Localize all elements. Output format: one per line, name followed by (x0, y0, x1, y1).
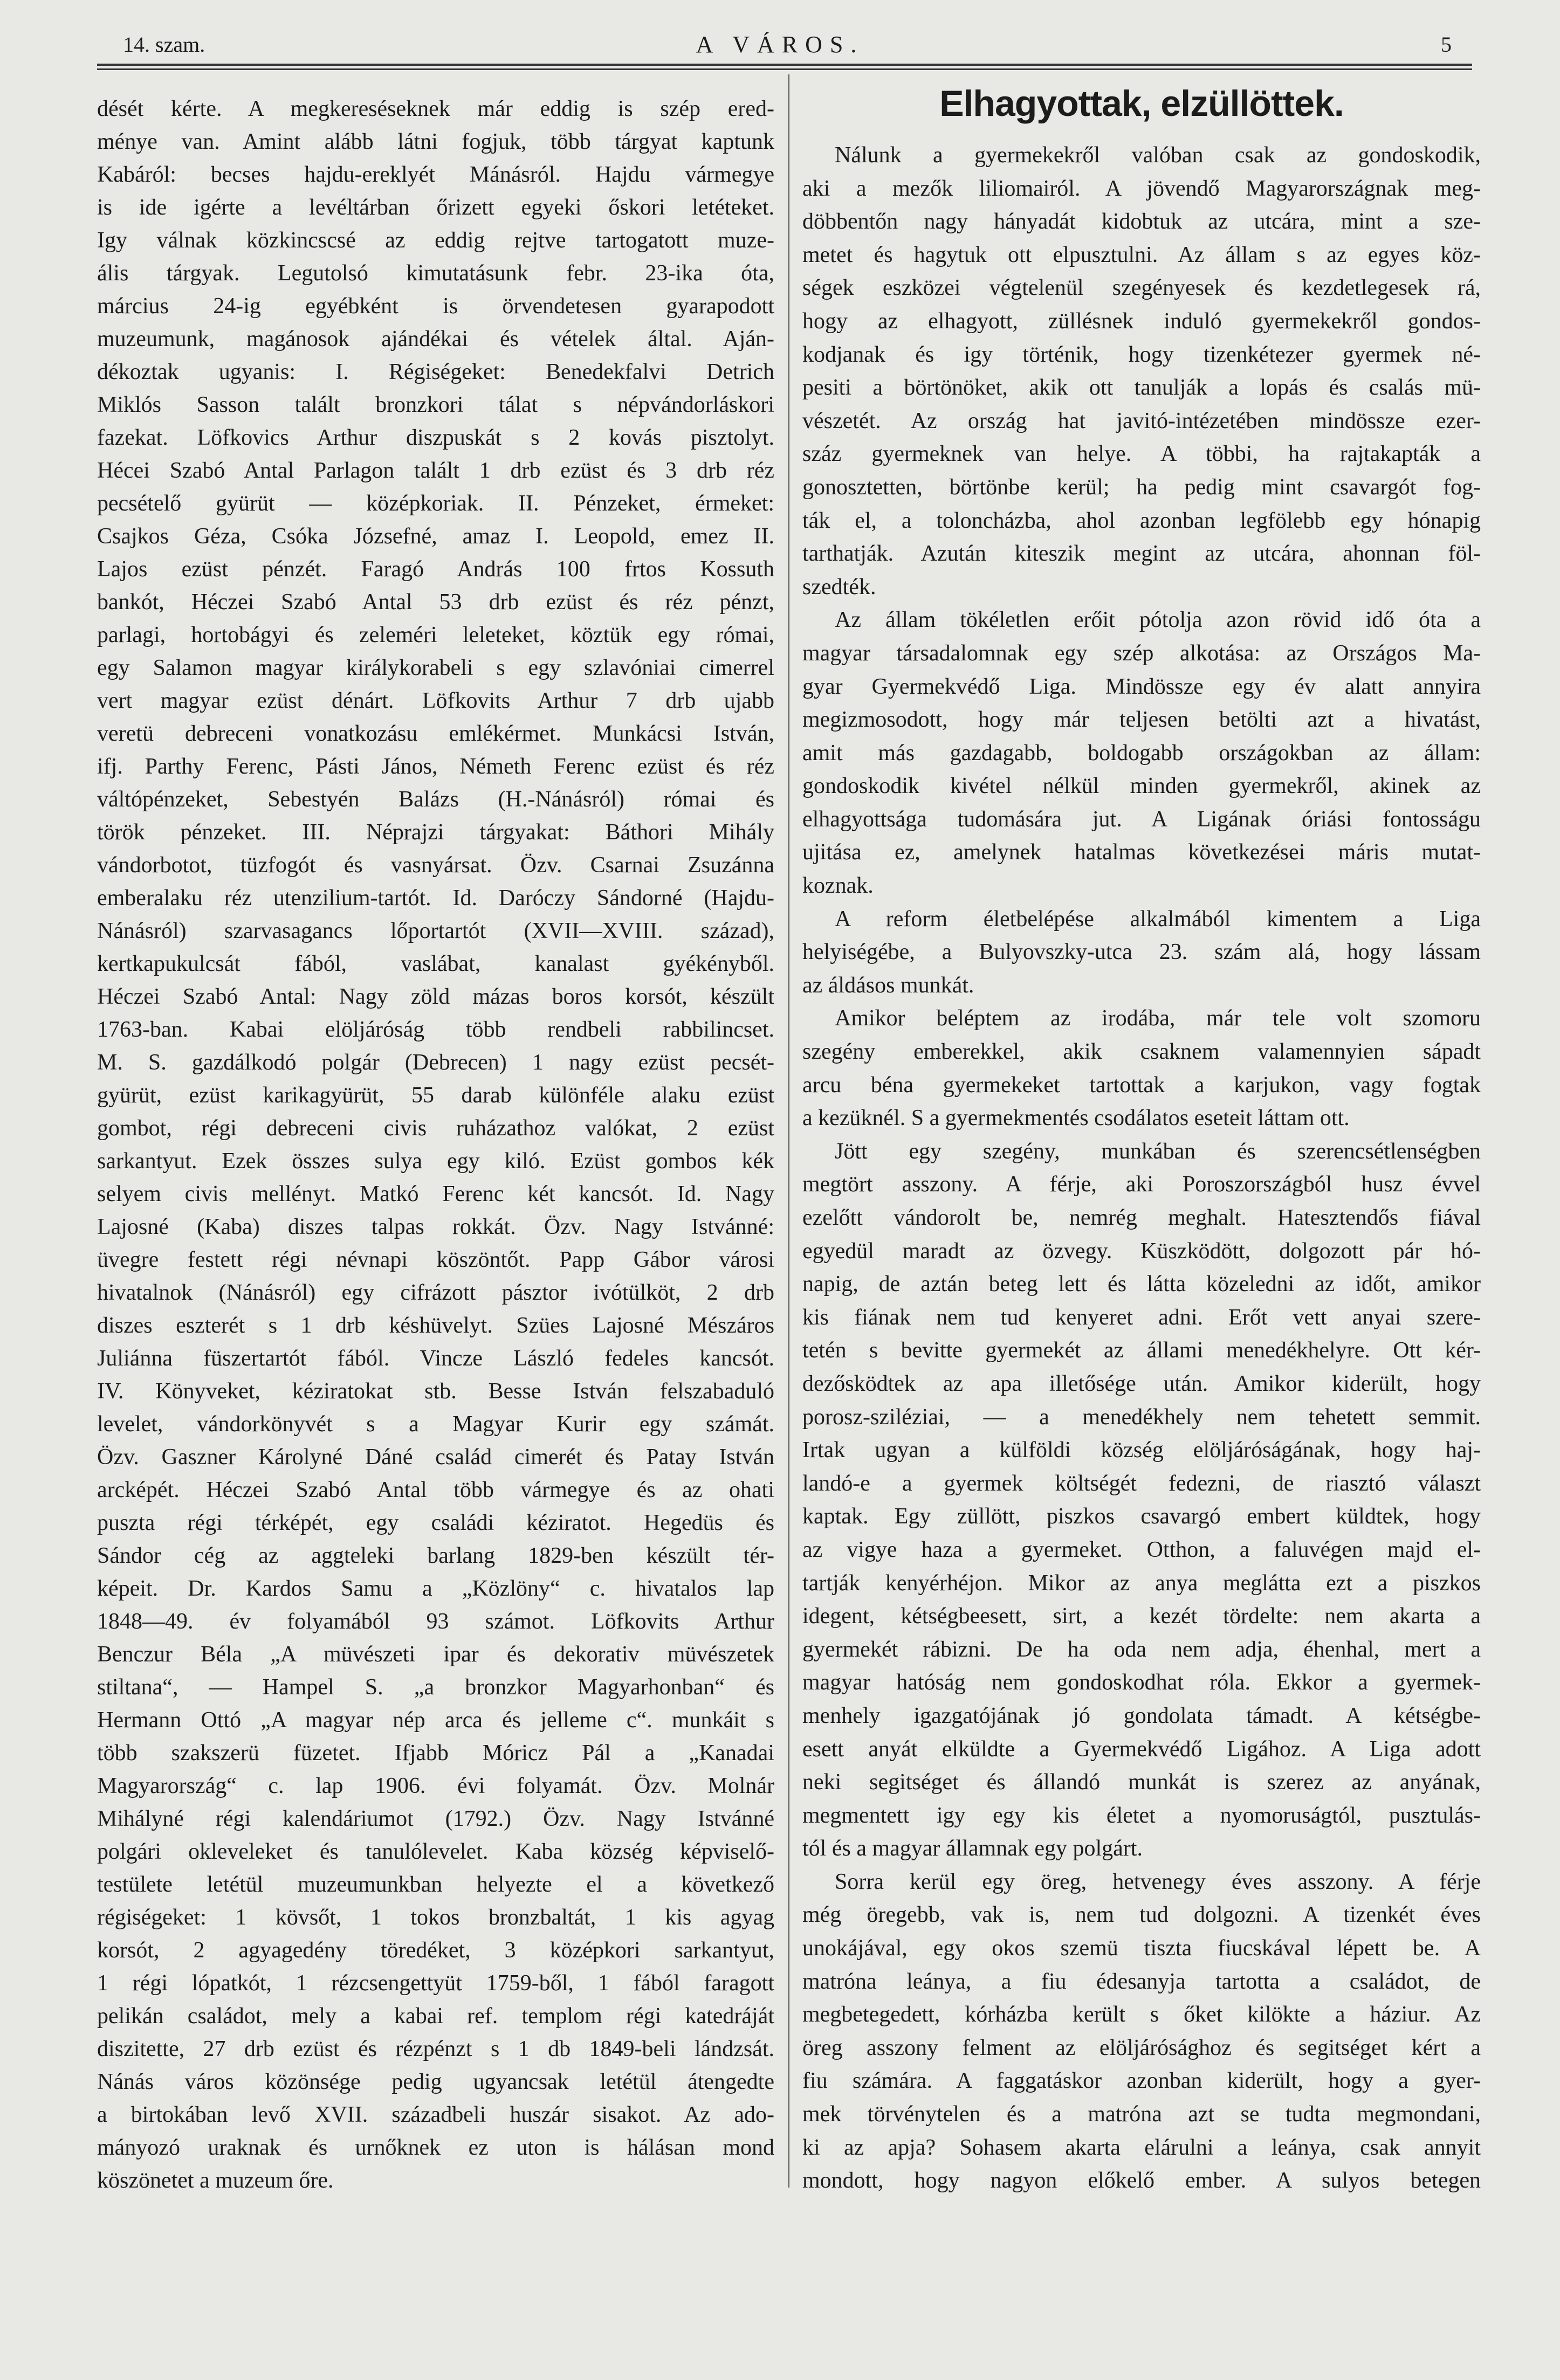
text-line: az vigye haza a gyermeket. Otthon, a faluvégen majd el- (802, 1537, 1481, 1562)
text-line: egyedül maradt az özvegy. Küszködött, dolgozott pár hó- (802, 1238, 1481, 1264)
text-line: tetén s bevitte gyermekét az állami menedékhelyre. Ott kér- (802, 1338, 1481, 1363)
text-line: ménye van. Amint alább látni fogjuk, több tárgyat kaptunk (97, 129, 774, 154)
text-line: vert magyar ezüst dénárt. Löfkovits Arthur 7 drb ujabb (97, 688, 774, 713)
text-line: Jött egy szegény, munkában és szerencsétlenségben (835, 1139, 1481, 1164)
article-title: Elhagyottak, elzüllöttek. (939, 83, 1344, 124)
text-line: stiltana“, — Hampel S. „a bronzkor Magyarhonban“ és (97, 1675, 774, 1700)
text-line: porosz-sziléziai, — a menedékhely nem tehetett semmit. (802, 1404, 1481, 1430)
text-line: gondoskodik kivétel nélkül minden gyermekről, akinek az (802, 774, 1481, 799)
text-line: landó-e a gyermek költségét fedezni, de riasztó választ (802, 1471, 1481, 1496)
text-line: Özv. Gaszner Károlyné Dáné család cimerét és Patay István (97, 1445, 774, 1470)
text-line: pecsételő gyürüt — középkoriak. II. Pénzeket, érmeket: (97, 491, 774, 516)
text-line: tarthatják. Azután kiteszik megint az utcára, ahonnan föl- (802, 541, 1481, 567)
text-line: képeit. Dr. Kardos Samu a „Közlöny“ c. hivatalos lap (97, 1576, 774, 1601)
text-line: tartják kenyérhéjon. Mikor az anya meglátta ezt a piszkos (802, 1570, 1481, 1596)
text-line: Amikor beléptem az irodába, már tele volt szomoru (835, 1006, 1481, 1031)
header-rule (97, 64, 1472, 66)
text-line: üvegre festett régi névnapi köszöntőt. Papp Gábor városi (97, 1247, 774, 1272)
text-line: a birtokában levő XVII. századbeli huszár sisakot. Az ado- (97, 2102, 774, 2127)
text-line: mondott, hogy nagyon előkelő ember. A sulyos betegen (802, 2168, 1481, 2193)
text-line: Héczei Szabó Antal: Nagy zöld mázas boros korsót, készült (97, 984, 774, 1009)
text-line: kodjanak és igy történik, hogy tizenkétezer gyermek né- (802, 342, 1481, 367)
text-line: még öregebb, vak is, nem tud dolgozni. A tizenkét éves (802, 1902, 1481, 1928)
text-line: polgári okleveleket és tanulólevelet. Kaba község képviselő- (97, 1839, 774, 1864)
text-line: arcképét. Héczei Szabó Antal több vármegye és az ohati (97, 1478, 774, 1502)
text-line: ták el, a toloncházba, ahol azonban legfölebb egy hónapig (802, 508, 1481, 533)
header-rule (97, 68, 1472, 70)
text-line: több szakszerü füzetet. Ifjabb Móricz Pál a „Kanadai (97, 1741, 774, 1765)
text-line: fiu számára. A faggatáskor azonban kiderült, hogy a gyer- (802, 2068, 1481, 2094)
text-line: dékoztak ugyanis: I. Régiségeket: Benedekfalvi Detrich (97, 360, 774, 384)
text-line: unokájával, egy okos szemü tiszta fiucskával lépett be. A (802, 1936, 1481, 1961)
text-line: mányozó uraknak és urnőknek ez uton is hálásan mond (97, 2135, 774, 2160)
page-number: 5 (1441, 32, 1452, 57)
text-line: szegény emberekkel, akik csaknem valamennyien sápadt (802, 1039, 1481, 1065)
text-line: köszönetet a muzeum őre. (97, 2168, 334, 2193)
text-line: Sándor cég az aggteleki barlang 1829-ben készült tér- (97, 1543, 774, 1568)
text-line: vészetét. Az ország hat javitó-intézetében mindössze ezer- (802, 408, 1481, 433)
text-line: aki a mezők liliomairól. A jövendő Magyarországnak meg- (802, 176, 1481, 201)
text-line: pelikán családot, mely a kabai ref. templom régi katedráját (97, 2004, 774, 2029)
text-line: kertkapukulcsát fából, vaslábat, kanalast gyékényből. (97, 951, 774, 976)
text-line: Juliánna füszertartót fából. Vincze László fedeles kancsót. (97, 1346, 774, 1371)
text-line: az áldásos munkát. (802, 972, 974, 998)
text-line: 1763-ban. Kabai elöljáróság több rendbeli rabbilincset. (97, 1017, 774, 1042)
text-line: ségek eszközei végtelenül szegényesek és kezdetlegesek rá, (802, 275, 1481, 301)
text-line: menhely igazgatójának jó gondolata támadt. A kétségbe- (802, 1703, 1481, 1728)
text-line: szedték. (802, 574, 876, 599)
text-line: korsót, 2 agyagedény töredéket, 3 középkori sarkantyut, (97, 1938, 774, 1963)
text-line: is ide igérte a levéltárban őrizett egyeki őskori letéteket. (97, 195, 774, 220)
text-line: esett anyát elküldte a Gyermekvédő Ligához. A Liga adott (802, 1736, 1481, 1762)
text-line: idegent, kétségbeesett, sirt, a kezét tördelte: nem akarta a (802, 1604, 1481, 1629)
text-line: kis fiának nem tud kenyeret adni. Erőt vett anyai szere- (802, 1305, 1481, 1330)
text-line: Kabáról: becses hajdu-ereklyét Mánásról. Hajdu vármegye (97, 162, 774, 187)
text-line: gombot, régi debreceni civis ruházathoz valókat, 2 ezüst (97, 1116, 774, 1141)
text-line: Mihályné régi kalendáriumot (1792.) Özv. Nagy Istvánné (97, 1806, 774, 1831)
text-line: testülete letétül muzeumunkban helyezte el a következő (97, 1872, 774, 1897)
text-line: puszta régi térképét, egy családi kéziratot. Hegedüs és (97, 1510, 774, 1535)
text-line: száz gyermeknek van helye. A többi, ha rajtakapták a (802, 441, 1481, 467)
text-line: gonosztetten, börtönbe kerül; ha pedig mint csavargót fog- (802, 474, 1481, 500)
text-line: vándorbotot, tüzfogót és vasnyársat. Özv. Csarnai Zsuzánna (97, 853, 774, 878)
text-line: amit más gazdagabb, boldogabb országokban az állam: (802, 740, 1481, 765)
text-line: Irtak ugyan a külföldi község elöljáróságának, hogy haj- (802, 1438, 1481, 1463)
text-line: 1 régi lópatkót, 1 rézcsengettyüt 1759-ből, 1 fából faragott (97, 1971, 774, 1996)
text-line: neki segitséget és állandó munkát is szerez az anyának, (802, 1770, 1481, 1795)
text-line: A reform életbelépése alkalmából kimentem a Liga (835, 906, 1481, 932)
left-column-article (97, 93, 774, 2197)
text-line: elhagyottsága tudomására jut. A Ligának óriási fontosságu (802, 806, 1481, 832)
text-line: M. S. gazdálkodó polgár (Debrecen) 1 nagy ezüst pecsét- (97, 1050, 774, 1075)
text-line: matróna leánya, a fiu édesanyja tartotta a családot, de (802, 1969, 1481, 1994)
text-line: ezelőtt vándorolt be, nemrég meghalt. Hatesztendős fiával (802, 1205, 1481, 1230)
text-line: megtört asszony. A férje, aki Poroszországból husz évvel (802, 1172, 1481, 1197)
text-line: bankót, Héczei Szabó Antal 53 drb ezüst és réz pénzt, (97, 590, 774, 615)
text-line: ki az apja? Sohasem akarta elárulni a leánya, csak annyit (802, 2135, 1481, 2160)
text-line: Nálunk a gyermekekről valóban csak az gondoskodik, (835, 143, 1481, 168)
text-line: a kezüknél. S a gyermekmentés csodálatos eseteit láttam ott. (802, 1106, 1350, 1131)
text-line: magyar hatóság nem gondoskodhat róla. Ekkor a gyermek- (802, 1670, 1481, 1695)
text-line: fazekat. Löfkovics Arthur diszpuskát s 2 kovás pisztolyt. (97, 425, 774, 450)
text-line: megizmosodott, hogy már teljesen betölti azt a hivatást, (802, 707, 1481, 733)
text-line: hivatalnok (Nánásról) egy cifrázott pásztor ivótülköt, 2 drb (97, 1280, 774, 1305)
text-line: napig, de aztán beteg lett és látta közeledni az időt, amikor (802, 1272, 1481, 1297)
text-line: pesiti a börtönöket, akik ott tanulják a lopás és csalás mü- (802, 375, 1481, 401)
text-line: helyiségébe, a Bulyovszky-utca 23. szám alá, hogy lássam (802, 940, 1481, 965)
text-line: diszitette, 27 drb ezüst és rézpénzt s 1 db 1849-beli lándzsát. (97, 2037, 774, 2061)
right-column-article (802, 139, 1481, 2198)
text-line: kaptak. Egy züllött, piszkos csavargó embert küldtek, hogy (802, 1504, 1481, 1529)
text-line: muzeumunk, magánosok ajándékai és vételek által. Aján- (97, 327, 774, 351)
text-line: március 24-ig egyébként is örvendetesen gyarapodott (97, 294, 774, 319)
text-line: sarkantyut. Ezek összes sulya egy kiló. Ezüst gombos kék (97, 1149, 774, 1174)
text-line: selyem civis mellényt. Matkó Ferenc két kancsót. Id. Nagy (97, 1182, 774, 1206)
text-line: mek törvénytelen és a matróna azt se tudta megmondani, (802, 2102, 1481, 2127)
text-line: levelet, vándorkönyvét s a Magyar Kurir egy számát. (97, 1412, 774, 1437)
text-line: gyermekét rábizni. De ha oda nem adja, éhenhal, mert a (802, 1637, 1481, 1662)
text-line: Miklós Sasson talált bronzkori tálat s népvándorláskori (97, 392, 774, 417)
text-line: megbetegedett, kórházba került s őket kilökte a háziur. Az (802, 2002, 1481, 2027)
text-line: diszes eszterét s 1 drb késhüvelyt. Szües Lajosné Mészáros (97, 1313, 774, 1338)
text-line: Lajos ezüst pénzét. Faragó András 100 frtos Kossuth (97, 557, 774, 582)
text-line: Hermann Ottó „A magyar nép arca és jelleme c“. munkáit s (97, 1708, 774, 1733)
text-line: megmentett igy egy kis életet a nyomoruságtól, pusztulás- (802, 1803, 1481, 1828)
text-line: Az állam tökéletlen erőit pótolja azon rövid idő óta a (835, 608, 1481, 633)
issue-number: 14. szam. (123, 32, 205, 57)
text-line: dezősködtek az apa illetősége után. Amikor kiderült, hogy (802, 1371, 1481, 1396)
text-line: hogy az elhagyott, züllésnek induló gyermekekről gondos- (802, 308, 1481, 334)
text-line: Igy válnak közkincscsé az eddig rejtve tartogatott muze- (97, 228, 774, 253)
masthead: A VÁROS. (696, 31, 864, 58)
text-line: Sorra kerül egy öreg, hetvenegy éves asszony. A férje (835, 1869, 1481, 1894)
text-line: gyürüt, ezüst karikagyürüt, 55 darab különféle alaku ezüst (97, 1083, 774, 1108)
text-line: Csajkos Géza, Csóka Józsefné, amaz I. Leopold, emez II. (97, 524, 774, 549)
text-line: arcu béna gyermekeket tartottak a karjukon, vagy fogtak (802, 1072, 1481, 1098)
text-line: Nánás város közönsége pedig ugyancsak letétül átengedte (97, 2069, 774, 2094)
text-line: Hécei Szabó Antal Parlagon talált 1 drb ezüst és 3 drb réz (97, 458, 774, 483)
text-line: tól és a magyar államnak egy polgárt. (802, 1836, 1143, 1861)
text-line: magyar társadalomnak egy szép alkotása: az Országos Ma- (802, 640, 1481, 666)
text-line: metet és hagytuk ott elpusztulni. Az állam s az egyes köz- (802, 242, 1481, 267)
text-line: régiségeket: 1 kövsőt, 1 tokos bronzbaltát, 1 kis agyag (97, 1905, 774, 1930)
text-line: egy Salamon magyar királykorabeli s egy szlavóniai cimerrel (97, 656, 774, 680)
text-line: parlagi, hortobágyi és zeleméri leleteket, köztük egy római, (97, 623, 774, 647)
text-line: Magyarország“ c. lap 1906. évi folyamát. Özv. Molnár (97, 1774, 774, 1798)
text-line: váltópénzeket, Sebestyén Balázs (H.-Nánásról) római és (97, 787, 774, 812)
text-line: veretü debreceni vonatkozásu emlékérmet. Munkácsi István, (97, 721, 774, 746)
text-line: koznak. (802, 873, 874, 899)
text-line: döbbentőn nagy hányadát kidobtuk az utcára, mint a sze- (802, 209, 1481, 234)
text-line: emberalaku réz utenzilium-tartót. Id. Daróczy Sándorné (Hajdu- (97, 886, 774, 910)
text-line: 1848—49. év folyamából 93 számot. Löfkovits Arthur (97, 1609, 774, 1634)
text-line: IV. Könyveket, kéziratokat stb. Besse István felszabaduló (97, 1379, 774, 1404)
text-line: gyar Gyermekvédő Liga. Mindössze egy év alatt annyira (802, 674, 1481, 699)
text-line: török pénzeket. III. Néprajzi tárgyakat: Báthori Mihály (97, 820, 774, 845)
text-line: ujitása ez, amelynek hatalmas következései máris mutat- (802, 840, 1481, 865)
text-line: Benczur Béla „A müvészeti ipar és dekorativ müvészetek (97, 1642, 774, 1667)
text-line: ifj. Parthy Ferenc, Pásti János, Németh Ferenc ezüst és réz (97, 754, 774, 779)
text-line: Nánásról) szarvasagancs lőportartót (XVII—XVIII. század), (97, 919, 774, 943)
text-line: öreg asszony felment az elöljárósághoz és segitséget kért a (802, 2035, 1481, 2060)
text-line: dését kérte. A megkereséseknek már eddig is szép ered- (97, 96, 774, 121)
column-divider (788, 74, 789, 2188)
text-line: Lajosné (Kaba) diszes talpas rokkát. Özv. Nagy Istvánné: (97, 1215, 774, 1239)
text-line: ális tárgyak. Legutolsó kimutatásunk febr. 23-ika óta, (97, 261, 774, 286)
